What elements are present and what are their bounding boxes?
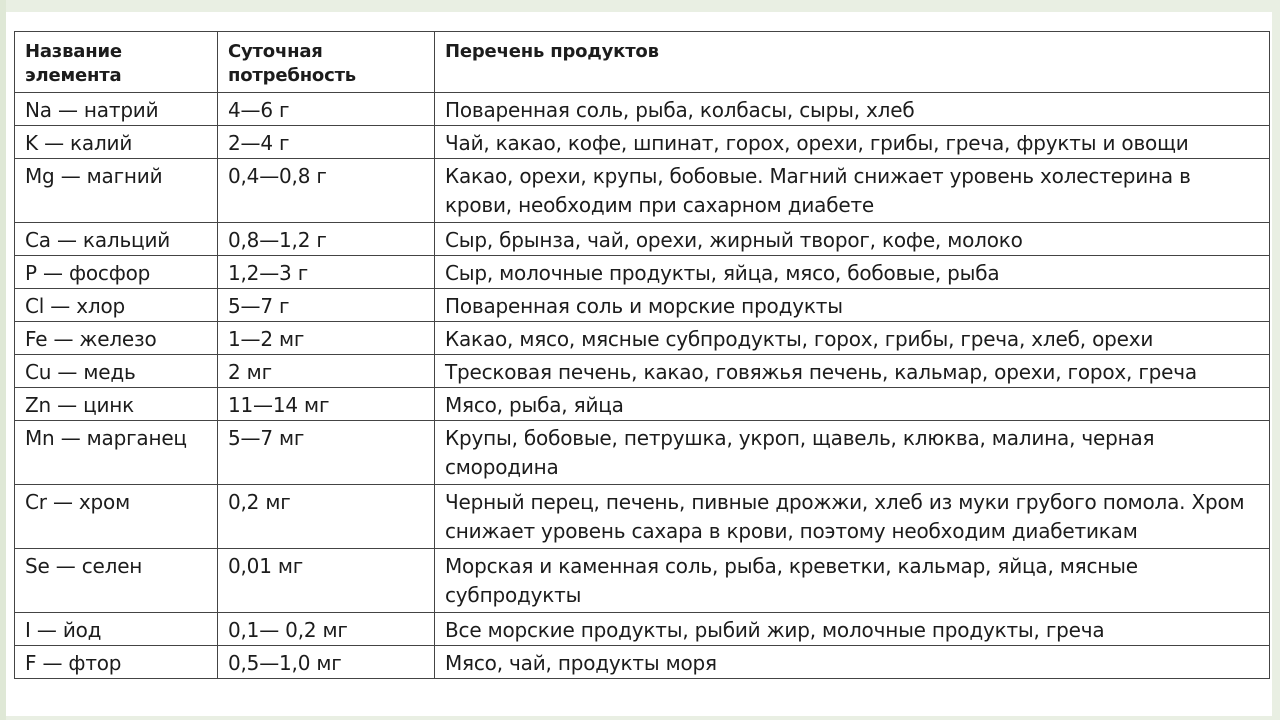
table-row — [15, 646, 1270, 679]
cell-element: Mg — магний — [15, 159, 218, 223]
cell-element: P — фосфор — [15, 256, 218, 289]
cell-element: Zn — цинк — [15, 388, 218, 421]
cell-element: Cu — медь — [15, 355, 218, 388]
cell-need: 11—14 мг — [218, 388, 435, 421]
table-row — [15, 549, 1270, 613]
cell-element: K — калий — [15, 126, 218, 159]
table-header-row — [15, 32, 1270, 93]
cell-element: Na — натрий — [15, 93, 218, 126]
cell-products: Крупы, бобовые, петрушка, укроп, щавель, клюква, малина, черная смородина — [435, 421, 1270, 485]
cell-need: 5—7 мг — [218, 421, 435, 485]
cell-need: 2—4 г — [218, 126, 435, 159]
cell-products: Какао, орехи, крупы, бобовые. Магний снижает уровень холестерина в крови, необходим при сахарном диабете — [435, 159, 1270, 223]
cell-products: Все морские продукты, рыбий жир, молочные продукты, греча — [435, 613, 1270, 646]
table-row — [15, 388, 1270, 421]
table-row — [15, 126, 1270, 159]
table-row — [15, 485, 1270, 549]
cell-products: Тресковая печень, какао, говяжья печень, кальмар, орехи, горох, греча — [435, 355, 1270, 388]
cell-element: Cr — хром — [15, 485, 218, 549]
cell-need: 0,8—1,2 г — [218, 223, 435, 256]
cell-need: 2 мг — [218, 355, 435, 388]
table-row — [15, 355, 1270, 388]
cell-element: Cl — хлор — [15, 289, 218, 322]
cell-element: Ca — кальций — [15, 223, 218, 256]
cell-products: Поваренная соль и морские продукты — [435, 289, 1270, 322]
microelements-table — [14, 31, 1270, 679]
cell-element: Se — селен — [15, 549, 218, 613]
cell-need: 0,5—1,0 мг — [218, 646, 435, 679]
cell-products: Мясо, чай, продукты моря — [435, 646, 1270, 679]
cell-need: 5—7 г — [218, 289, 435, 322]
cell-need: 1—2 мг — [218, 322, 435, 355]
cell-element: Mn — марганец — [15, 421, 218, 485]
table-row — [15, 613, 1270, 646]
cell-element: Fe — железо — [15, 322, 218, 355]
header-element-line2: элемента — [25, 65, 122, 86]
table-row — [15, 159, 1270, 223]
cell-products: Сыр, брынза, чай, орехи, жирный творог, кофе, молоко — [435, 223, 1270, 256]
header-products-label: Перечень продуктов — [445, 41, 659, 62]
table-row — [15, 289, 1270, 322]
cell-need: 1,2—3 г — [218, 256, 435, 289]
header-daily-need — [218, 32, 435, 93]
cell-products: Черный перец, печень, пивные дрожжи, хлеб из муки грубого помола. Хром снижает уровень сахара в крови, поэтому необходим диабетикам — [435, 485, 1270, 549]
cell-products: Сыр, молочные продукты, яйца, мясо, бобовые, рыба — [435, 256, 1270, 289]
cell-products: Морская и каменная соль, рыба, креветки, кальмар, яйца, мясные субпродукты — [435, 549, 1270, 613]
table-row — [15, 223, 1270, 256]
header-need-line1: Суточная — [228, 41, 323, 62]
cell-need: 4—6 г — [218, 93, 435, 126]
table-row — [15, 322, 1270, 355]
header-element-line1: Название — [25, 41, 122, 62]
cell-products: Чай, какао, кофе, шпинат, горох, орехи, грибы, греча, фрукты и овощи — [435, 126, 1270, 159]
cell-need: 0,1— 0,2 мг — [218, 613, 435, 646]
cell-products: Мясо, рыба, яйца — [435, 388, 1270, 421]
cell-need: 0,2 мг — [218, 485, 435, 549]
header-element-name — [15, 32, 218, 93]
header-need-line2: потребность — [228, 65, 356, 86]
cell-element: I — йод — [15, 613, 218, 646]
cell-products: Какао, мясо, мясные субпродукты, горох, грибы, греча, хлеб, орехи — [435, 322, 1270, 355]
cell-need: 0,4—0,8 г — [218, 159, 435, 223]
header-products — [435, 32, 1270, 93]
table-row — [15, 93, 1270, 126]
table-row — [15, 256, 1270, 289]
cell-need: 0,01 мг — [218, 549, 435, 613]
table-sheet — [6, 12, 1272, 716]
table-row — [15, 421, 1270, 485]
cell-products: Поваренная соль, рыба, колбасы, сыры, хлеб — [435, 93, 1270, 126]
cell-element: F — фтор — [15, 646, 218, 679]
